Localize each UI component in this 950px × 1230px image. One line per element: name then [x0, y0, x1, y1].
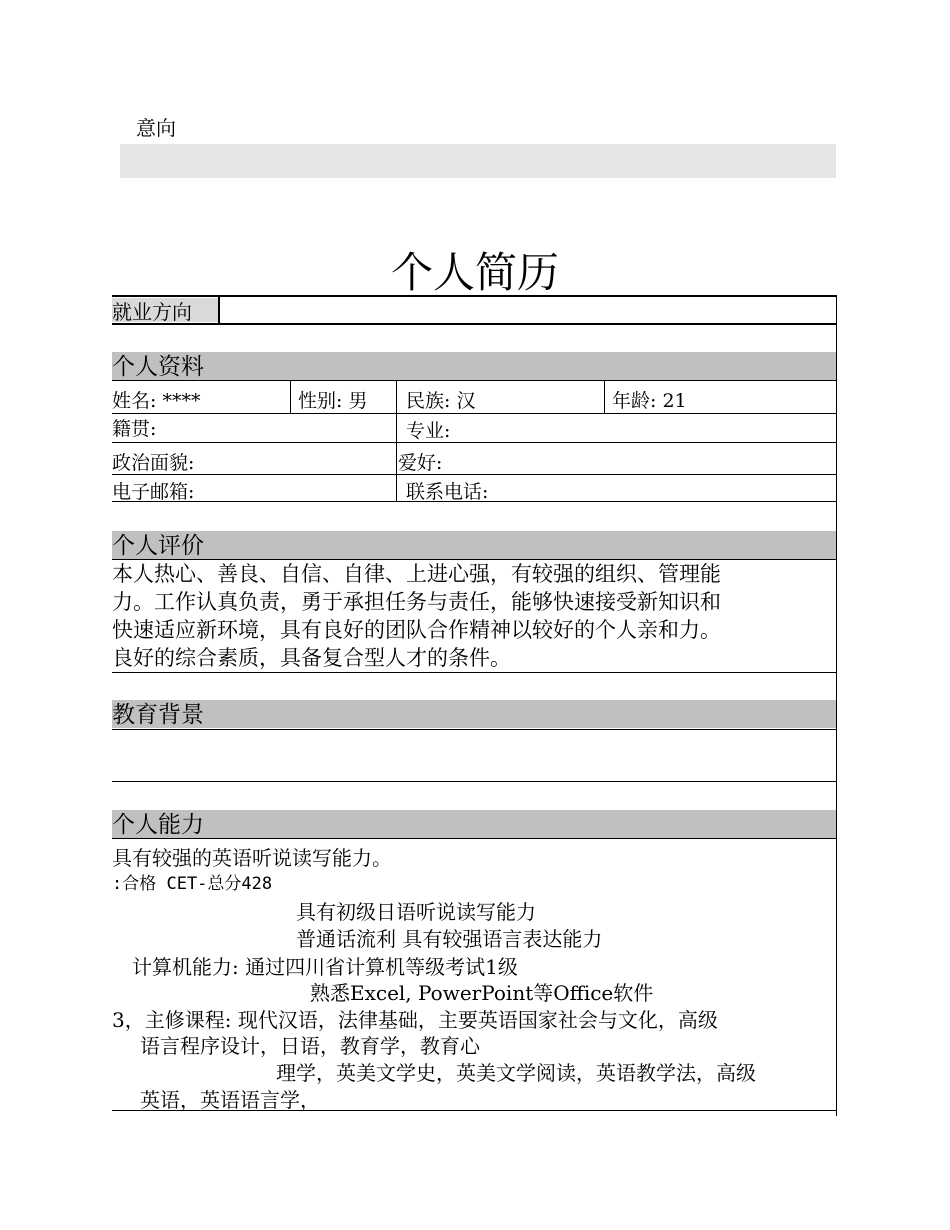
evaluation-section-title: 个人评价 [112, 533, 204, 559]
evaluation-section-header [112, 531, 837, 559]
intent-label: 意向 [136, 116, 176, 140]
personal-section-title: 个人资料 [112, 354, 204, 380]
intent-input-bar[interactable] [120, 144, 836, 178]
row-line [112, 501, 837, 502]
computer-ability: 计算机能力: 通过四川省计算机等级考试1级 [132, 955, 518, 979]
major-field: 专业: [406, 420, 451, 442]
evaluation-line: 本人热心、善良、自信、自律、上进心强，有较强的组织、管理能 [112, 562, 721, 586]
page-title: 个人简历 [390, 248, 559, 297]
courses-line-4: 英语，英语语言学， [140, 1088, 320, 1112]
evaluation-line: 良好的综合素质，具备复合型人才的条件。 [112, 646, 511, 670]
col-divider [396, 381, 397, 501]
courses-line-3: 理学，英美文学史，英美文学阅读，英语教学法，高级 [276, 1061, 756, 1085]
row-line [112, 380, 837, 381]
row-line [112, 442, 837, 443]
row-line [112, 838, 837, 839]
evaluation-paragraph [112, 560, 832, 672]
hobby-field: 爱好: [398, 452, 443, 474]
name-field: 姓名: **** [112, 390, 201, 412]
courses-line-2: 语言程序设计，日语，教育学，教育心 [140, 1034, 480, 1058]
cet-score: :合格 CET-总分428 [112, 874, 273, 894]
table-border-bottom [112, 1110, 837, 1111]
row-line [112, 413, 837, 414]
table-right-border [836, 296, 837, 1116]
ethnicity-field: 民族: 汉 [406, 390, 476, 412]
row-line [112, 729, 837, 730]
job-divider [218, 296, 220, 324]
col-divider [290, 381, 291, 413]
age-field: 年龄: 21 [612, 390, 687, 412]
email-field: 电子邮箱: [112, 481, 195, 503]
hometown-field: 籍贯: [112, 418, 157, 440]
politics-field: 政治面貌: [112, 452, 195, 474]
gender-field: 性别: 男 [298, 390, 368, 412]
row-line [112, 474, 837, 475]
mandarin-ability: 普通话流利 具有较强语言表达能力 [296, 927, 603, 951]
abilities-section-header [112, 810, 837, 838]
col-divider [604, 381, 605, 413]
row-line [112, 781, 837, 782]
job-direction-label: 就业方向 [112, 300, 192, 324]
education-section-title: 教育背景 [112, 702, 204, 728]
office-skills: 熟悉Excel, PowerPoint等Office软件 [310, 981, 654, 1005]
job-row-border [112, 323, 837, 325]
japanese-ability: 具有初级日语听说读写能力 [296, 900, 536, 924]
evaluation-line: 快速适应新环境，具有良好的团队合作精神以较好的个人亲和力。 [112, 618, 721, 642]
phone-field: 联系电话: [406, 481, 489, 503]
table-border-top [112, 295, 837, 297]
row-line [112, 672, 837, 673]
evaluation-line: 力。工作认真负责，勇于承担任务与责任，能够快速接受新知识和 [112, 590, 721, 614]
english-ability-text: 具有较强的英语听说读写能力。 [112, 846, 392, 870]
courses-line-1: 3，主修课程: 现代汉语，法律基础，主要英语国家社会与文化，高级 [112, 1008, 718, 1032]
abilities-section-title: 个人能力 [112, 812, 204, 838]
personal-section-header [112, 352, 837, 380]
job-direction-field[interactable] [222, 298, 834, 322]
education-section-header [112, 700, 837, 728]
english-ability [112, 842, 572, 871]
